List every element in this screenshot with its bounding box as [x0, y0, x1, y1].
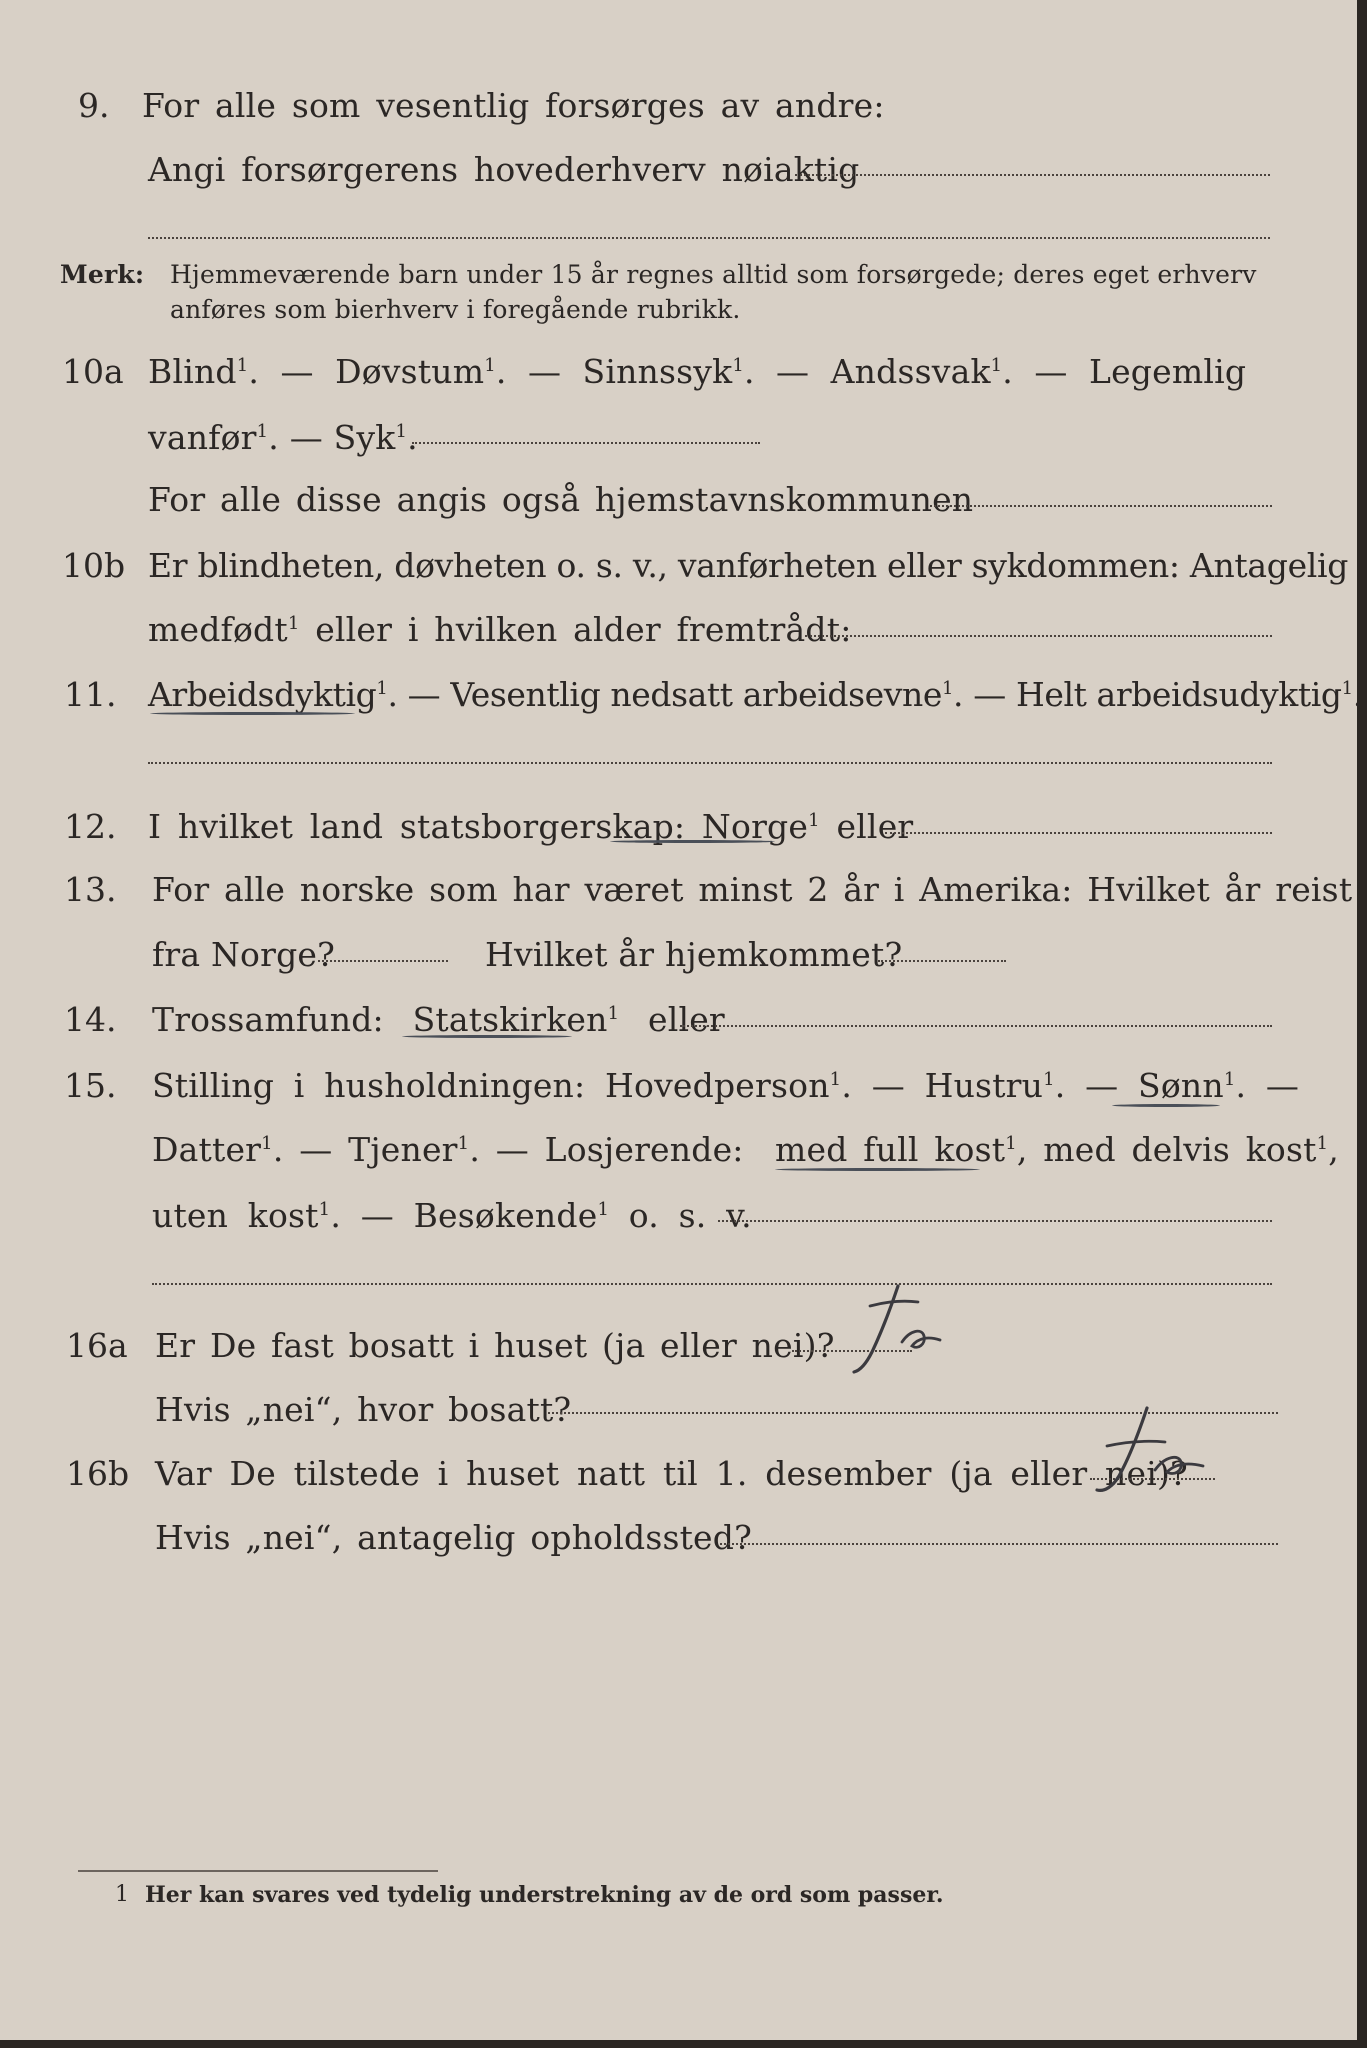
q15-kost-underline-mark — [775, 1168, 980, 1171]
q12-eller: eller — [836, 807, 914, 846]
q10b-line2b: eller i hvilken alder fremtrådt: — [315, 610, 852, 649]
q15-number: 15. — [64, 1066, 117, 1105]
q15-line1: Stilling i husholdningen: Hovedperson$^1$. — Hustru$^1$. — Sønn$^1$. — — [152, 1066, 1300, 1105]
q10a-line3: For alle disse angis også hjemstavnskommunen — [148, 480, 974, 519]
dash: — — [289, 418, 323, 457]
dash: — — [1034, 352, 1068, 391]
q10a-syk: Syk — [333, 418, 396, 457]
q10a-legemlig: Legemlig — [1088, 352, 1247, 391]
q16b-number: 16b — [66, 1454, 130, 1493]
q16b-answer-text: Ja — [1085, 1400, 1086, 1401]
q15-tjener: Tjener — [348, 1130, 458, 1169]
q11-number: 11. — [64, 675, 117, 714]
q12-underline-mark — [610, 840, 775, 843]
q12-line: I hvilket land statsborgerskap: Norge$^1$ eller — [148, 807, 914, 846]
q10a-blind: Blind — [148, 352, 237, 391]
q15-hustru: Hustru — [924, 1066, 1044, 1105]
q9-answer-line-2[interactable] — [148, 237, 1270, 239]
dash: — — [973, 675, 1006, 714]
q12-answer-line[interactable] — [885, 832, 1272, 834]
q14-eller: eller — [647, 1000, 725, 1039]
q16a-answer-text: Ja — [840, 1280, 841, 1281]
dash: — — [495, 1130, 529, 1169]
q14-underline-mark — [402, 1035, 572, 1038]
q13-line2b: Hvilket år hjemkommet? — [485, 935, 903, 974]
q15-losjerende: Losjerende: — [544, 1130, 744, 1169]
dash: — — [360, 1196, 394, 1235]
q13-line2a: fra Norge? — [152, 935, 336, 974]
dash: — — [1085, 1066, 1119, 1105]
q15-sonn-underline-mark — [1112, 1104, 1220, 1107]
merk-line2: anføres som bierhverv i foregående rubrikk. — [170, 295, 741, 324]
q15-utenkost: uten kost — [152, 1196, 319, 1235]
q16b-line1: Var De tilstede i huset natt til 1. desember (ja eller nei)? — [155, 1454, 1188, 1493]
q10a-answer-line[interactable] — [930, 505, 1272, 507]
q16b-opholdssted-answer-line[interactable] — [720, 1543, 1278, 1545]
q15-hovedperson: Hovedperson — [605, 1066, 830, 1105]
q13-hjemkommet-answer-line[interactable] — [878, 960, 1006, 962]
q15-medfullkost: med full kost — [775, 1130, 1006, 1169]
q14-number: 14. — [64, 1000, 117, 1039]
q13-number: 13. — [64, 870, 117, 909]
q10a-number: 10a — [62, 352, 124, 391]
q10a-sinnssyk: Sinnssyk — [582, 352, 733, 391]
dash: — — [871, 1066, 905, 1105]
q10a-andssvak: Andssvak — [830, 352, 991, 391]
q10a-line2: vanfør$^1$. — Syk$^1$. — [148, 418, 418, 457]
q14-text: Trossamfund: — [152, 1000, 384, 1039]
q15-besokende: Besøkende — [413, 1196, 598, 1235]
merk-label: Merk: — [60, 260, 145, 289]
dash: — — [776, 352, 810, 391]
q10a-syk-answer-line[interactable] — [412, 442, 760, 444]
q16a-line1: Er De fast bosatt i huset (ja eller nei)? — [155, 1326, 835, 1365]
q9-number: 9. — [78, 86, 110, 125]
q11-line: Arbeidsdyktig$^1$. — Vesentlig nedsatt arbeidsevne$^1$. — Helt arbeidsudyktig$^1$. — [148, 675, 1363, 714]
dash: — — [407, 675, 441, 714]
q15-line2: Datter$^1$. — Tjener$^1$. — Losjerende: med full kost$^1$, med delvis kost$^1$, — [152, 1130, 1339, 1169]
footnote-rule — [78, 1870, 438, 1872]
q14-answer-line[interactable] — [680, 1025, 1272, 1027]
q15-answer-line[interactable] — [718, 1220, 1272, 1222]
q15-meddelvis: med delvis kost — [1043, 1130, 1317, 1169]
q15-answer-line-2[interactable] — [152, 1283, 1272, 1285]
dash: — — [280, 352, 314, 391]
q10b-line1: Er blindheten, døvheten o. s. v., vanførheten eller sykdommen: Antagelig — [148, 546, 1349, 585]
q10a-dovstum: Døvstum — [335, 352, 485, 391]
q15-stilling: Stilling i husholdningen: — [152, 1066, 586, 1105]
dash: — — [1265, 1066, 1300, 1105]
merk-line1: Hjemmeværende barn under 15 år regnes alltid som forsørgede; deres eget erhverv — [170, 260, 1257, 289]
q11-answer-line[interactable] — [148, 762, 1272, 764]
q14-statskirken: Statskirken — [412, 1000, 608, 1039]
q10b-line2: medfødt$^1$ eller i hvilken alder fremtrådt: — [148, 610, 852, 649]
q10b-answer-line[interactable] — [805, 635, 1272, 637]
q12-norge: Norge — [701, 807, 809, 846]
q15-sonn: Sønn — [1138, 1066, 1224, 1105]
q10a-vanfor: vanfør — [148, 418, 257, 457]
q9-line2: Angi forsørgerens hovederhverv nøiaktig — [148, 150, 860, 189]
q13-reist-answer-line[interactable] — [318, 960, 448, 962]
q16b-line2: Hvis „nei“, antagelig opholdssted? — [155, 1518, 752, 1557]
q15-osv: o. s. v. — [628, 1196, 752, 1235]
q10b-number: 10b — [62, 546, 126, 585]
q12-number: 12. — [64, 807, 117, 846]
q16a-number: 16a — [66, 1326, 128, 1365]
q16a-line2: Hvis „nei“, hvor bosatt? — [155, 1390, 572, 1429]
dash: — — [527, 352, 562, 391]
q9-answer-line[interactable] — [795, 174, 1270, 176]
q13-line1: For alle norske som har været minst 2 år i Amerika: Hvilket år reist — [152, 870, 1353, 909]
q15-line3: uten kost$^1$. — Besøkende$^1$ o. s. v. — [152, 1196, 752, 1235]
q11-udyktig: Helt arbeidsudyktig — [1015, 675, 1342, 714]
q11-underline-mark — [150, 712, 355, 715]
q9-line1: For alle som vesentlig forsørges av andre: — [142, 86, 885, 125]
q11-nedsatt: Vesentlig nedsatt arbeidsevne — [450, 675, 942, 714]
footnote-text: Her kan svares ved tydelig understrekning av de ord som passer. — [145, 1882, 944, 1908]
footnote-mark: 1 — [115, 1882, 129, 1907]
dash: — — [299, 1130, 333, 1169]
q14-line: Trossamfund: Statskirken$^1$ eller — [152, 1000, 725, 1039]
q16a-handwritten-answer — [840, 1280, 970, 1380]
q12-text: I hvilket land statsborgerskap: — [148, 807, 686, 846]
q10b-medfodt: medfødt — [148, 610, 288, 649]
q11-arbeidsdyktig: Arbeidsdyktig — [148, 675, 377, 714]
q16b-handwritten-answer — [1085, 1400, 1235, 1510]
q15-datter: Datter — [152, 1130, 262, 1169]
q10a-line1: Blind$^1$. — Døvstum$^1$. — Sinnssyk$^1$. — Andssvak$^1$. — Legemlig — [148, 352, 1247, 391]
